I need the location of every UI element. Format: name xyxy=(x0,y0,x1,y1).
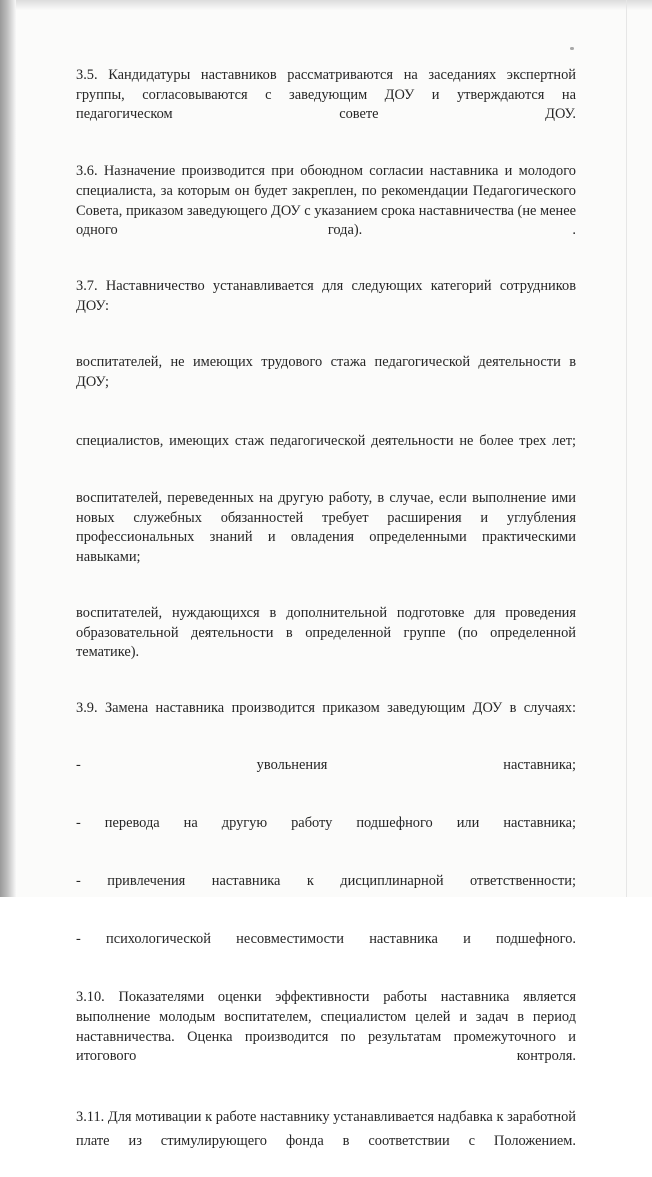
paragraph-3-6: 3.6. Назначение производится при обоюдном согласии наставника и молодого специалиста, за которым он будет закреплен, по рекомендации Педагогического Совета, приказом заведующего ДОУ с указанием срока наставничества (не менее одного года). . xyxy=(76,163,576,239)
case-item-1: - увольнения наставника; xyxy=(76,756,576,773)
paragraph-3-9: 3.9. Замена наставника производится приказом заведующим ДОУ в случаях: xyxy=(76,700,576,717)
case-item-2: - перевода на другую работу подшефного или наставника; xyxy=(76,814,576,831)
paragraph-3-11: 3.11. Для мотивации к работе наставнику устанавливается надбавка к заработной плате из стимулирующего фонда в соответствии с Положением. xyxy=(76,1109,576,1150)
category-item-1: воспитателей, не имеющих трудового стажа педагогической деятельности в ДОУ; xyxy=(76,354,576,390)
binding-shadow xyxy=(0,0,16,897)
case-item-3: - привлечения наставника к дисциплинарной ответственности; xyxy=(76,873,576,889)
paragraph-3-5: 3.5. Кандидатуры наставников рассматриваются на заседаниях экспертной группы, согласовываются с заведующим ДОУ и утверждаются на педагогическом совете ДОУ. xyxy=(76,67,576,123)
case-item-4: - психологической несовместимости наставника и подшефного. xyxy=(76,931,576,948)
category-item-4: воспитателей, нуждающихся в дополнительной подготовке для проведения образовательной деятельности в определенной группе (по определенной тематике). xyxy=(76,605,576,661)
paragraph-3-10: 3.10. Показателями оценки эффективности работы наставника является выполнение молодым воспитателем, специалистом целей и задач в период наставничества. Оценка производится по результатам промежуточного и итогового контроля. xyxy=(76,989,576,1065)
category-item-2: специалистов, имеющих стаж педагогической деятельности не более трех лет; xyxy=(76,432,576,449)
paragraph-3-7: 3.7. Наставничество устанавливается для следующих категорий сотрудников ДОУ: xyxy=(76,278,576,314)
scan-speck xyxy=(570,47,574,50)
page-fold-line xyxy=(626,0,627,897)
category-item-3: воспитателей, переведенных на другую работу, в случае, если выполнение ими новых служебных обязанностей требует расширения и углубления профессиональных знаний и овладения определенными практическими навыками; xyxy=(76,490,576,565)
document-body xyxy=(76,66,576,1177)
page-top-edge xyxy=(16,0,652,10)
